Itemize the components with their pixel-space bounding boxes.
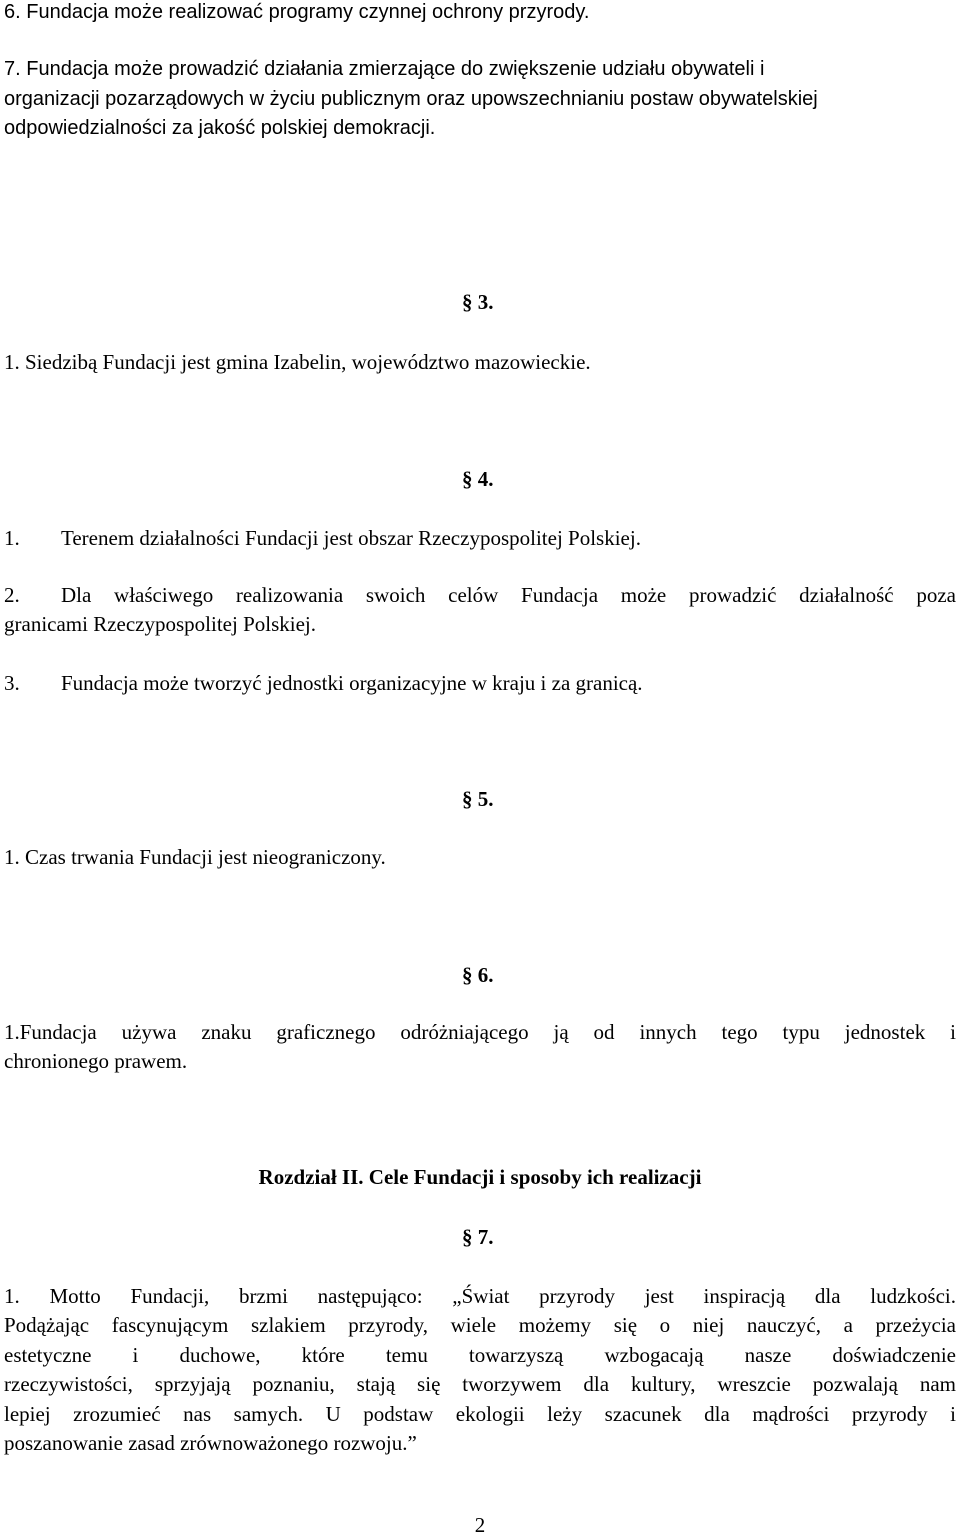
section-4-item-2-number: 2. [4, 583, 20, 607]
paragraph-6: 6. Fundacja może realizować programy czynnej ochrony przyrody. [4, 1, 590, 23]
section-4-item-1-number: 1. [4, 526, 20, 550]
page-number: 2 [474, 1513, 486, 1537]
section-7-line-1: 1. Motto Fundacji, brzmi następująco: „Świat przyrody jest inspiracją dla ludzkości. [4, 1284, 956, 1308]
section-4-item-2-line-2: granicami Rzeczypospolitej Polskiej. [4, 612, 317, 636]
section-7-line-5: lepiej zrozumieć nas samych. U podstaw ekologii leży szacunek dla mądrości przyrody i [4, 1401, 956, 1426]
section-4-item-3-number: 3. [4, 671, 20, 695]
section-7-line-6: poszanowanie zasad zrównoważonego rozwoju.” [4, 1431, 417, 1456]
paragraph-7-line-1: 7. Fundacja może prowadzić działania zmierzające do zwiększenie udziału obywateli i [4, 58, 765, 80]
section-5-item-1: 1. Czas trwania Fundacji jest nieograniczony. [4, 845, 386, 869]
section-6-mark: § 6. [462, 963, 494, 987]
section-7-line-4: rzeczywistości, sprzyjają poznaniu, stają się tworzywem dla kultury, wreszcie pozwalają nam [4, 1372, 956, 1397]
section-4-item-1-text: Terenem działalności Fundacji jest obszar Rzeczypospolitej Polskiej. [61, 526, 641, 550]
section-3-item-1: 1. Siedzibą Fundacji jest gmina Izabelin, województwo mazowieckie. [4, 350, 591, 374]
section-6-item-1-line-2: chronionego prawem. [4, 1049, 188, 1073]
section-6-item-1-line-1: 1.Fundacja używa znaku graficznego odróżniającego ją od innych tego typu jednostek i [4, 1020, 956, 1044]
section-4-item-2-line-1: Dla właściwego realizowania swoich celów Fundacja może prowadzić działalność poza [61, 583, 956, 607]
section-7-mark: § 7. [462, 1225, 494, 1249]
section-7-paragraph [4, 1282, 956, 1458]
section-5-mark: § 5. [462, 787, 494, 811]
section-4-mark: § 4. [462, 467, 494, 491]
section-7-line-2: Podążając fascynującym szlakiem przyrody, wiele możemy się o niej nauczyć, a przeżycia [4, 1313, 956, 1338]
section-3-mark: § 3. [462, 290, 494, 314]
chapter-heading: Rozdział II. Cele Fundacji i sposoby ich realizacji [258, 1165, 702, 1189]
section-7-line-3: estetyczne i duchowe, które temu towarzyszą wzbogacają nasze doświadczenie [4, 1342, 956, 1367]
section-4-item-3-text: Fundacja może tworzyć jednostki organizacyjne w kraju i za granicą. [61, 671, 643, 695]
paragraph-7-line-2: organizacji pozarządowych w życiu publicznym oraz upowszechnianiu postaw obywatelskiej [4, 88, 818, 110]
paragraph-7-line-3: odpowiedzialności za jakość polskiej demokracji. [4, 117, 436, 139]
